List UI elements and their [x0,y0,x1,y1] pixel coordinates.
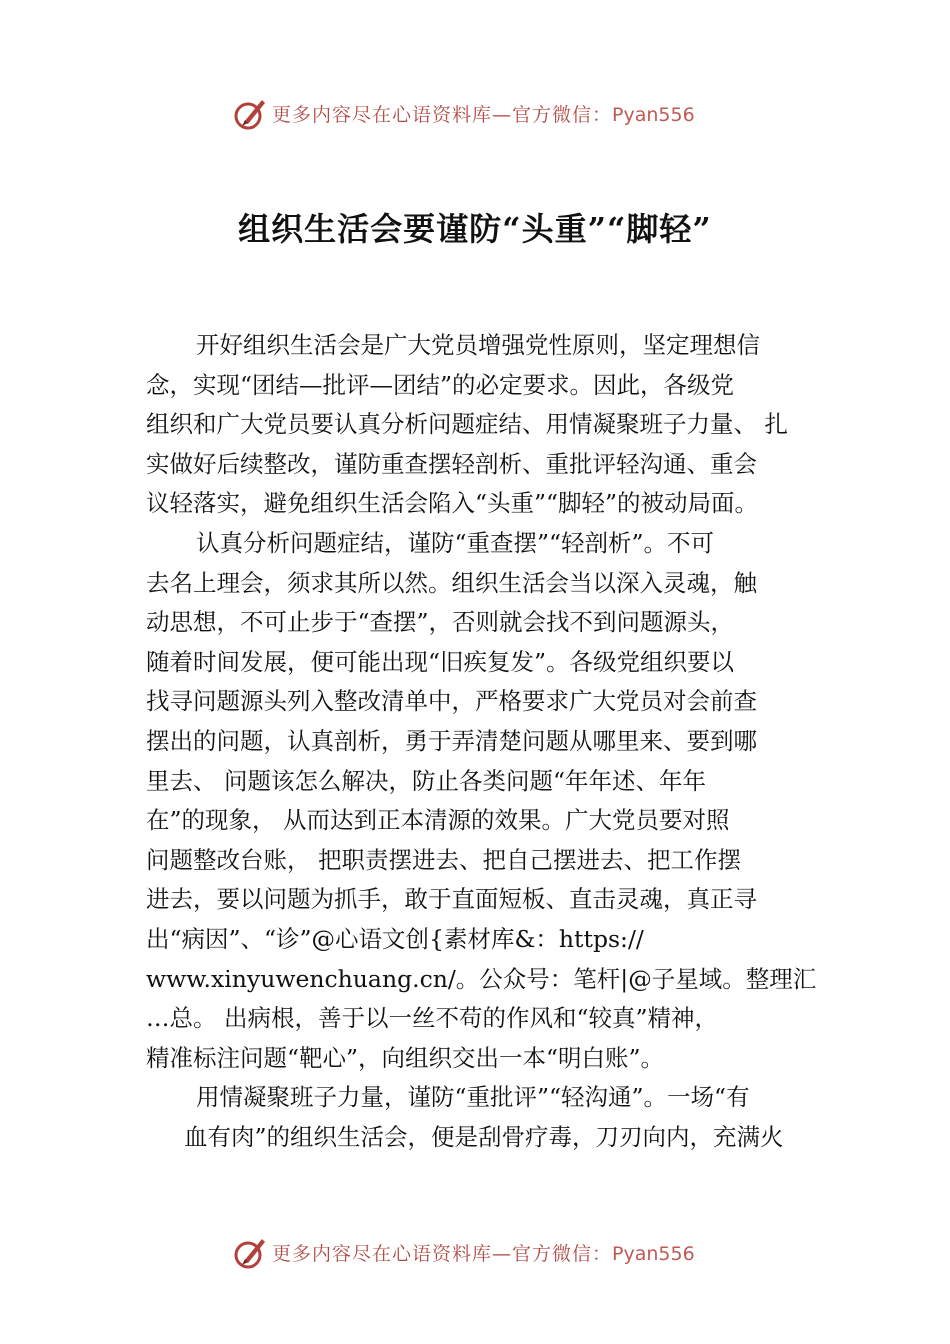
text-line: 在”的现象， 从而达到正本清源的效果。广大党员要对照 [146,806,730,835]
text-line: 血有肉”的组织生活会，便是刮骨疗毒，刀刃向内，充满火 [184,1123,784,1151]
text-line: 实做好后续整改，谨防重查摆轻剖析、重批评轻沟通、重会 [146,449,757,478]
text-line: 用情凝聚班子力量，谨防“重批评”“轻沟通”。一场“有 [196,1083,750,1112]
text-line: 找寻问题源头列入整改清单中，严格要求广大党员对会前查 [146,687,757,716]
text-line: 去名上理会，须求其所以然。组织生活会当以深入灵魂，触 [146,568,757,597]
text-line: 摆出的问题，认真剖析，勇于弄清楚问题从哪里来、要到哪 [146,727,757,755]
text-line: 认真分析问题症结，谨防“重查摆”“轻剖析”。不可 [196,529,715,557]
document-title: 组织生活会要谨防“头重”“脚轻” [238,210,712,248]
text-line: 出“病因”、“诊”@心语文创{素材库&：https:// [146,925,644,953]
text-line: 开好组织生活会是广大党员增强党性原则，坚定理想信 [196,331,760,359]
text-line: 里去、 问题该怎么解决，防止各类问题“年年述、年年 [146,766,706,795]
quill-logo-icon [232,96,268,132]
text-line: 议轻落实，避免组织生活会陷入“头重”“脚轻”的被动局面。 [146,489,759,518]
text-line: …总。 出病根，善于以一丝不苟的作风和“较真”精神， [146,1004,718,1033]
text-line: 动思想，不可止步于“查摆”，否则就会找不到问题源头， [146,608,735,637]
footer-watermark [0,1233,950,1273]
text-line: www.xinyuwenchuang.cn/。公众号：笔杆|@子星域。整理汇 [146,964,817,993]
watermark-text: 更多内容尽在心语资料库—官方微信：Pyan556 [272,1243,695,1265]
text-line: 精准标注问题“靶心”，向组织交出一本“明白账”。 [146,1043,665,1072]
text-line: 组织和广大党员要认真分析问题症结、用情凝聚班子力量、 扎 [146,410,788,439]
watermark-text: 更多内容尽在心语资料库—官方微信：Pyan556 [272,104,695,126]
text-line: 进去，要以问题为抓手，敢于直面短板、直击灵魂，真正寻 [146,885,757,914]
text-line: 问题整改台账， 把职责摆进去、把自己摆进去、把工作摆 [146,845,741,874]
text-line: 随着时间发展，便可能出现“旧疾复发”。各级党组织要以 [146,647,735,676]
text-line: 念，实现“团结—批评—团结”的必定要求。因此，各级党 [146,370,735,399]
header-watermark [0,94,950,134]
quill-logo-icon [232,1235,268,1271]
